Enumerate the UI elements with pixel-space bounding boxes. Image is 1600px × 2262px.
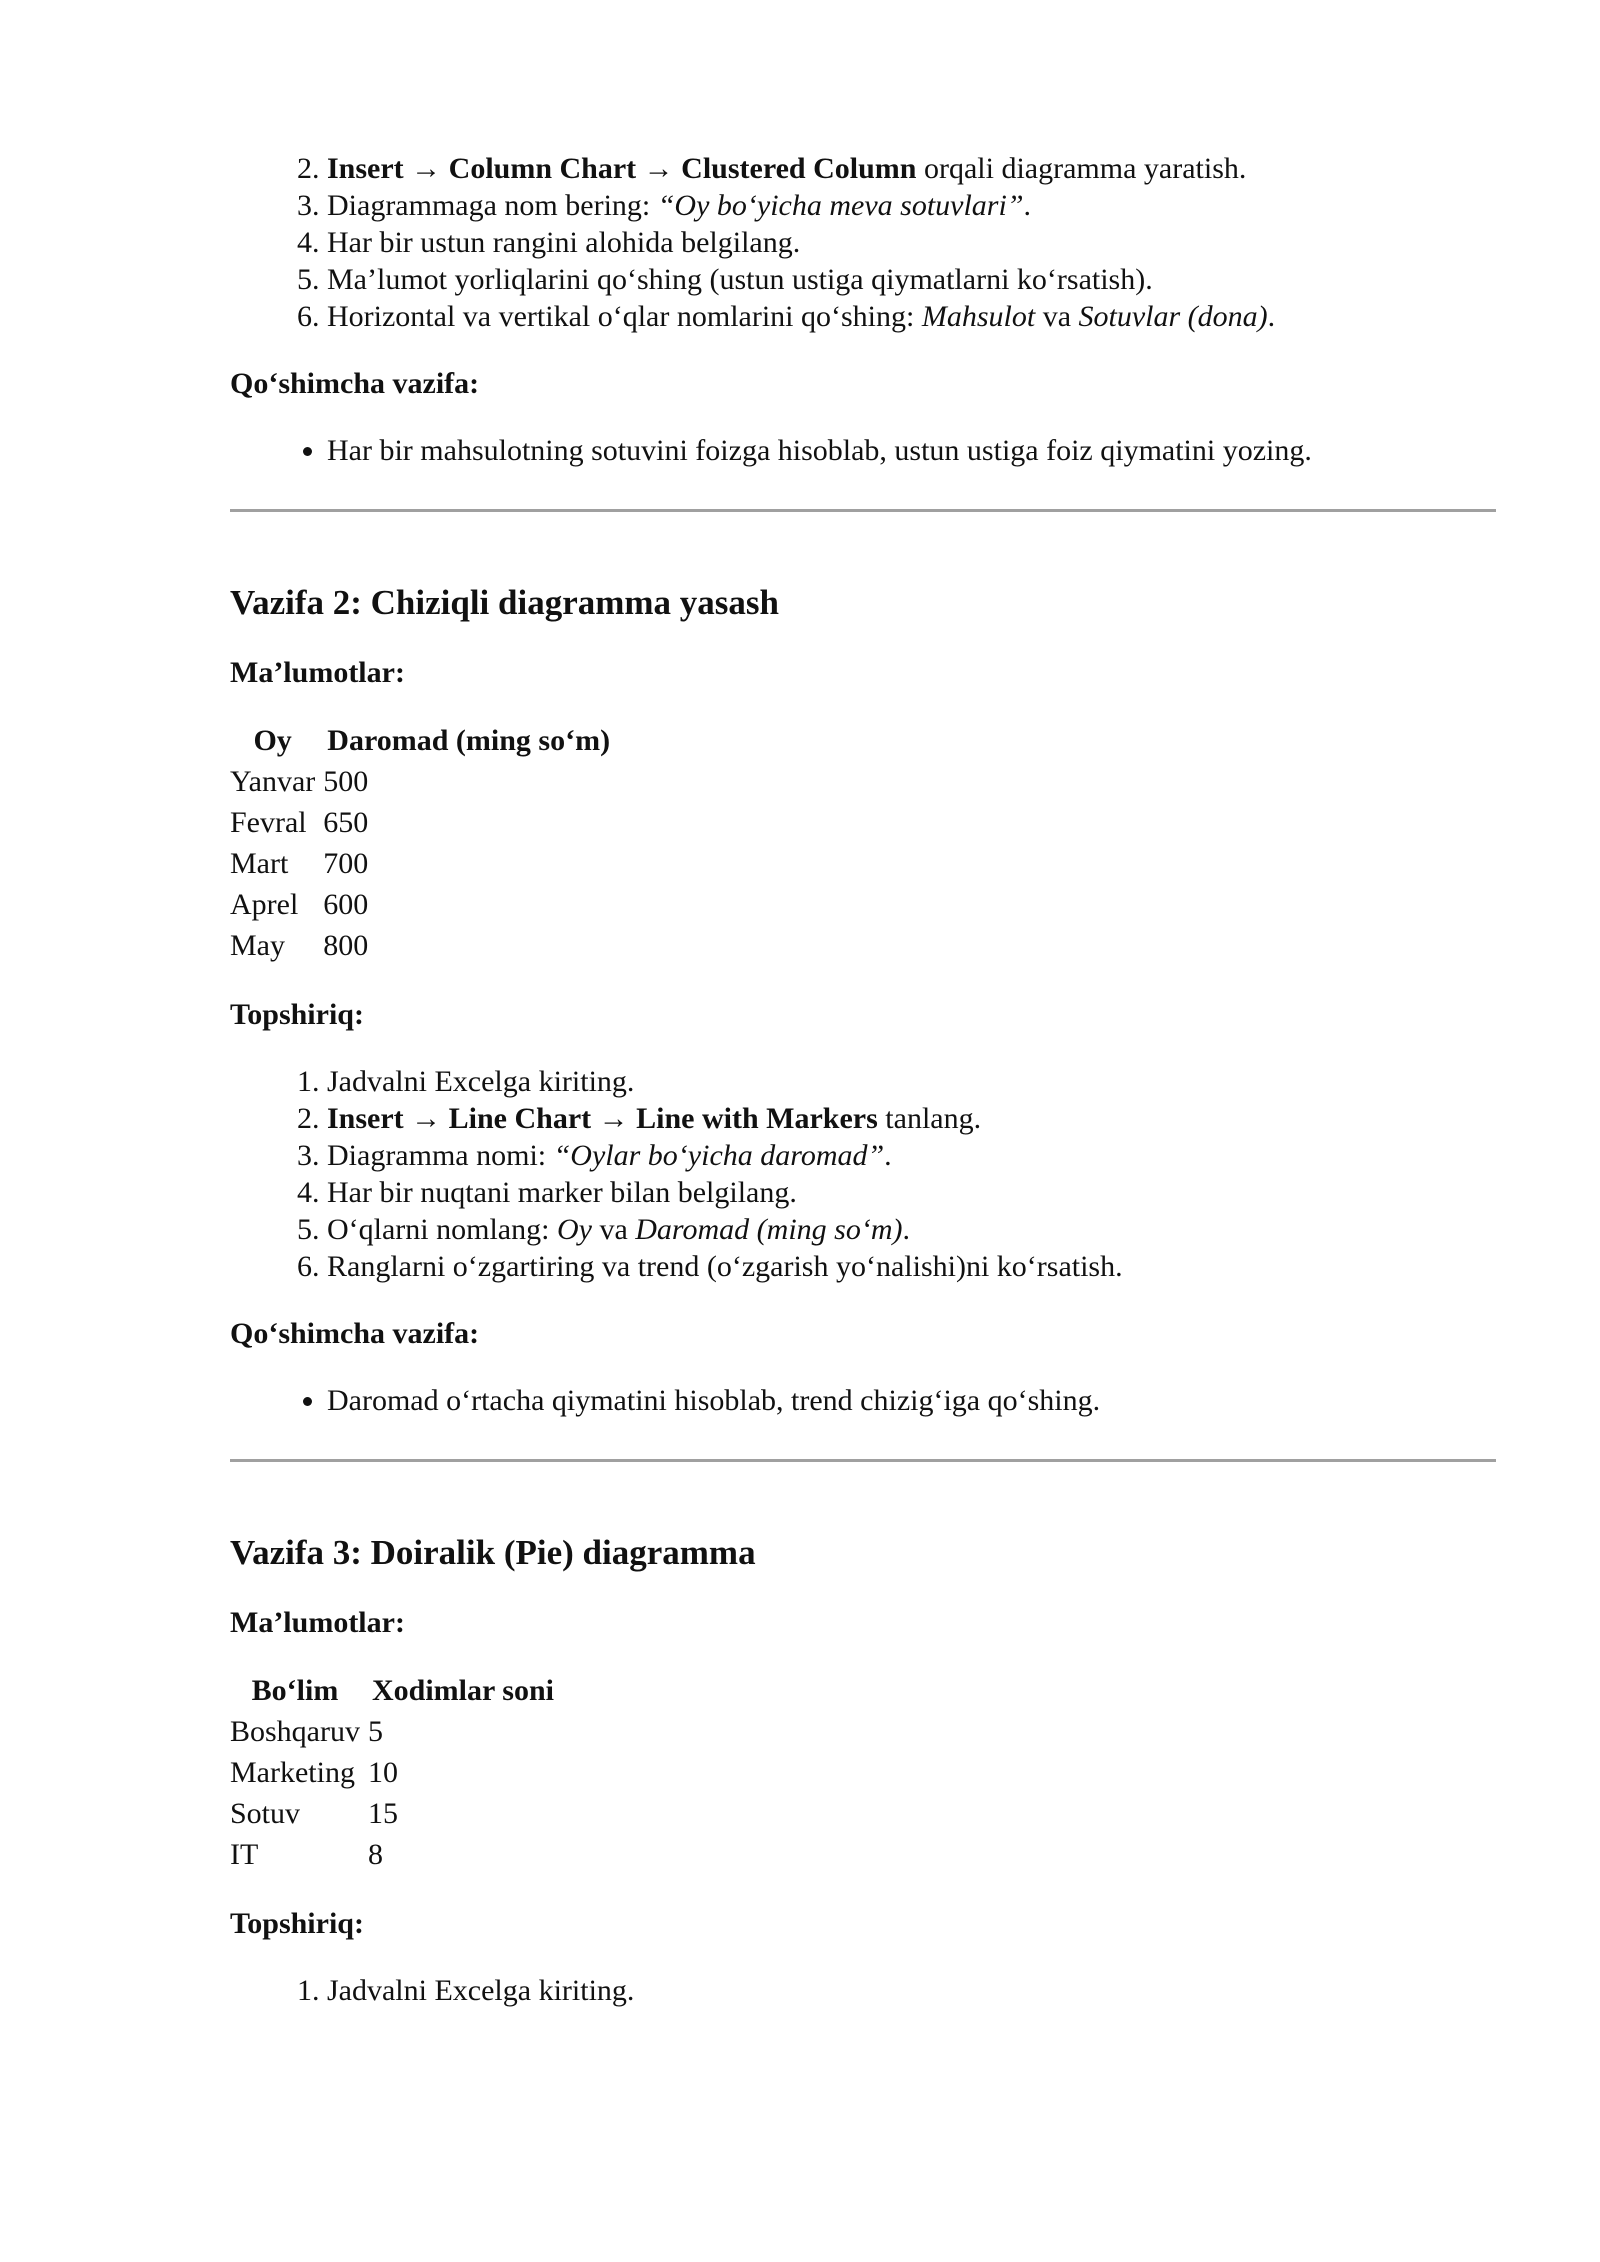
task1-step-5: 5. Ma’lumot yorliqlarini qo‘shing (ustun ustiga qiymatlarni ko‘rsatish). [327,261,1500,298]
task1-step-2: 2. Insert → Column Chart → Clustered Column orqali diagramma yaratish. [327,150,1500,187]
menu-clustered-column: Clustered Column [681,152,917,185]
task2-extra-list [230,1382,1500,1419]
task2-steps [230,1063,1500,1285]
task1-step-3: 3. Diagrammaga nom bering: “Oy bo‘yicha meva sotuvlari”. [327,187,1500,224]
table-row: Yanvar 500 [230,765,369,798]
task2-step-6: 6. Ranglarni o‘zgartiring va trend (o‘zgarish yo‘nalishi)ni ko‘rsatish. [327,1248,1500,1285]
column-header: Bo‘lim [251,1674,339,1707]
task3-title: Vazifa 3: Doiralik (Pie) diagramma [230,1533,756,1572]
task2-step-4: 4. Har bir nuqtani marker bilan belgilang. [327,1174,1500,1211]
list-item: • Daromad o‘rtacha qiymatini hisoblab, trend chizig‘iga qo‘shing. [327,1382,1500,1419]
task1-steps [230,150,1500,335]
table-row: Boshqaruv 5 [230,1715,383,1748]
table-header-row [230,721,616,761]
chart-title-text: “Oy bo‘yicha meva sotuvlari” [657,189,1024,222]
list-item: • Har bir mahsulotning sotuvini foizga hisoblab, ustun ustiga foiz qiymatini yozing. [327,432,1500,469]
task3-step-1: 1. Jadvalni Excelga kiriting. [327,1972,1500,2009]
column-header: Xodimlar soni [372,1674,554,1707]
column-header: Oy [253,724,292,757]
menu-insert: Insert [327,152,404,185]
task2-step-2: 2. Insert → Line Chart → Line with Markers tanlang. [327,1100,1500,1137]
task3-steps [230,1972,1500,2009]
table-row: May 800 [230,929,369,962]
table-header-row [230,1671,560,1711]
task2-step-5: 5. O‘qlarni nomlang: Oy va Daromad (ming so‘m). [327,1211,1500,1248]
task2-task-heading: Topshiriq: [230,998,364,1031]
task3-data-heading: Ma’lumotlar: [230,1606,405,1639]
table-row: Fevral 650 [230,806,369,839]
menu-column-chart: Column Chart [448,152,637,185]
table-row: Sotuv 15 [230,1797,398,1830]
table-row: Mart 700 [230,847,369,880]
task1-extra-heading: Qo‘shimcha vazifa: [230,367,480,400]
table-row: Aprel 600 [230,888,369,921]
document-page [230,150,1500,2009]
task1-extra-list [230,432,1500,469]
table-row: IT 8 [230,1838,383,1871]
task2-step-1: 1. Jadvalni Excelga kiriting. [327,1063,1500,1100]
task1-step-6: 6. Horizontal va vertikal o‘qlar nomlarini qo‘shing: Mahsulot va Sotuvlar (dona). [327,298,1500,335]
task2-step-3: 3. Diagramma nomi: “Oylar bo‘yicha daromad”. [327,1137,1500,1174]
task2-table [230,721,616,966]
task2-extra-heading: Qo‘shimcha vazifa: [230,1317,480,1350]
task2-title: Vazifa 2: Chiziqli diagramma yasash [230,583,780,622]
column-header: Daromad (ming so‘m) [327,724,611,757]
task3-task-heading: Topshiriq: [230,1907,364,1940]
task3-table [230,1671,560,1875]
task1-step-4: 4. Har bir ustun rangini alohida belgilang. [327,224,1500,261]
task2-data-heading: Ma’lumotlar: [230,656,405,689]
table-row: Marketing 10 [230,1756,398,1789]
